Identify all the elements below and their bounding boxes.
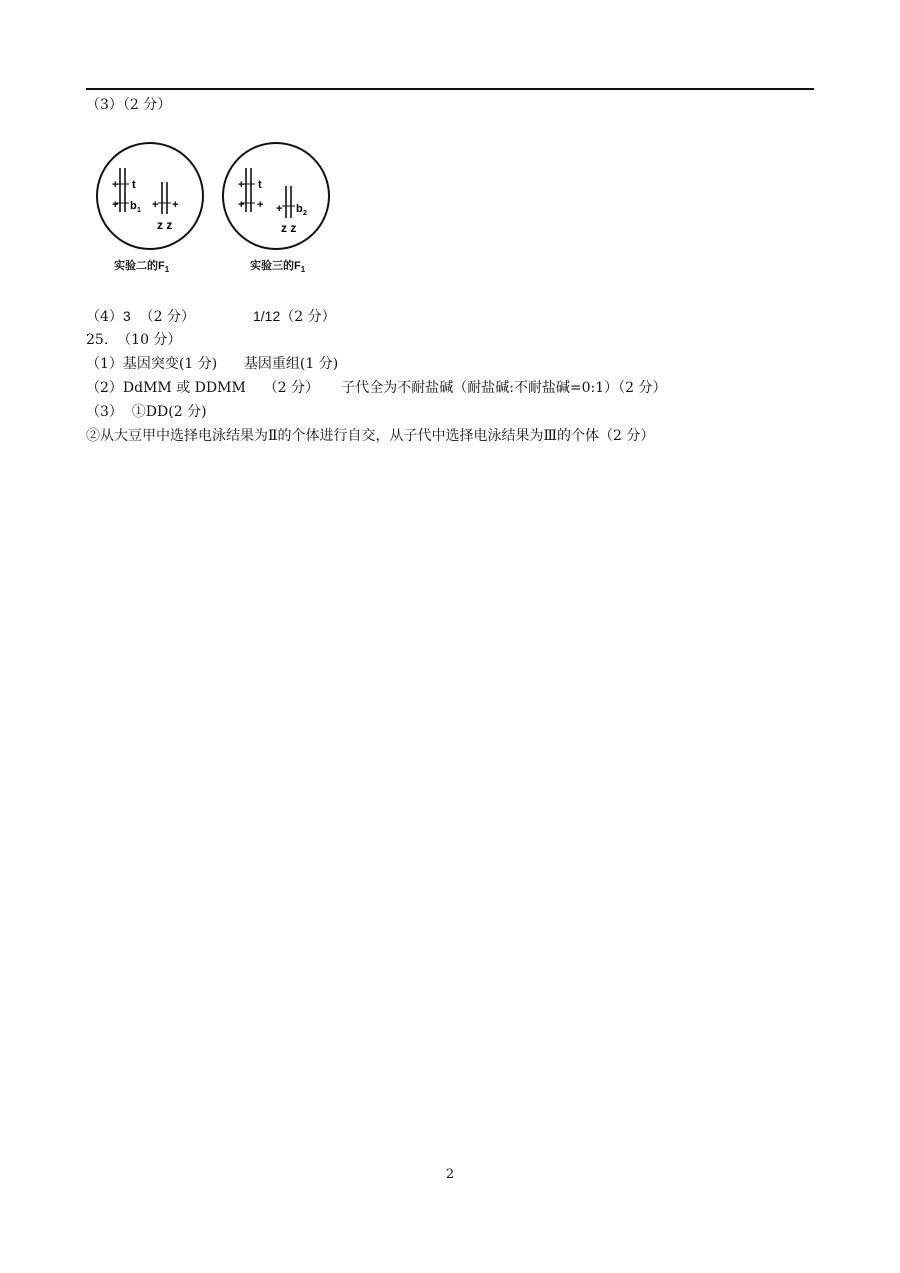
page-number: 2: [445, 1167, 455, 1182]
q25-answer-4: ②从大豆甲中选择电泳结果为Ⅱ的个体进行自交，从子代中选择电泳结果为Ⅲ的个体（2 分）: [86, 428, 655, 444]
q4-label: （4）: [86, 309, 123, 325]
header-rule: [86, 88, 814, 90]
q25-answer-3: （3） ①DD(2 分): [86, 404, 207, 420]
gene-t-label: t: [258, 179, 262, 191]
plus-symbol: +: [238, 199, 245, 211]
plus-symbol: +: [172, 199, 179, 211]
q4-answer-2: 1/12: [252, 308, 281, 324]
cell-diagram-experiment-3: [220, 140, 332, 252]
gene-b-subscript: 1: [137, 207, 141, 214]
plus-symbol: +: [152, 199, 159, 211]
gene-zz-label: z z: [157, 218, 173, 232]
q4-answer-1: 3: [122, 308, 131, 324]
plus-symbol: +: [276, 203, 283, 215]
q25-heading: 25. （10 分）: [86, 332, 182, 348]
q3-label: （3）（2 分）: [86, 97, 172, 113]
cell-2-caption: 实验三的$F_1$: [250, 260, 306, 275]
gene-b-label: b: [130, 200, 137, 212]
q4-score-1: （2 分）: [139, 309, 195, 325]
q25-answer-2: （2）DdMM 或 DDMM （2 分） 子代全为不耐盐碱（耐盐碱:不耐盐碱=0:1）（2 分）: [86, 380, 667, 396]
gene-b-label: b: [296, 203, 303, 215]
gene-t-label: t: [132, 179, 136, 191]
q25-answer-1: （1）基因突变(1 分) 基因重组(1 分): [86, 356, 339, 372]
plus-symbol: +: [112, 199, 119, 211]
plus-symbol: +: [238, 179, 245, 191]
gene-zz-label: z z: [281, 221, 297, 235]
gene-b-subscript: 2: [303, 210, 307, 217]
plus-symbol: +: [112, 179, 119, 191]
q4-score-2: （2 分）: [280, 309, 336, 325]
cell-1-caption: 实验二的$F_1$: [114, 260, 170, 275]
cell-diagram-experiment-2: [94, 140, 206, 252]
plus-symbol: +: [257, 199, 264, 211]
q4-line: [86, 306, 336, 326]
